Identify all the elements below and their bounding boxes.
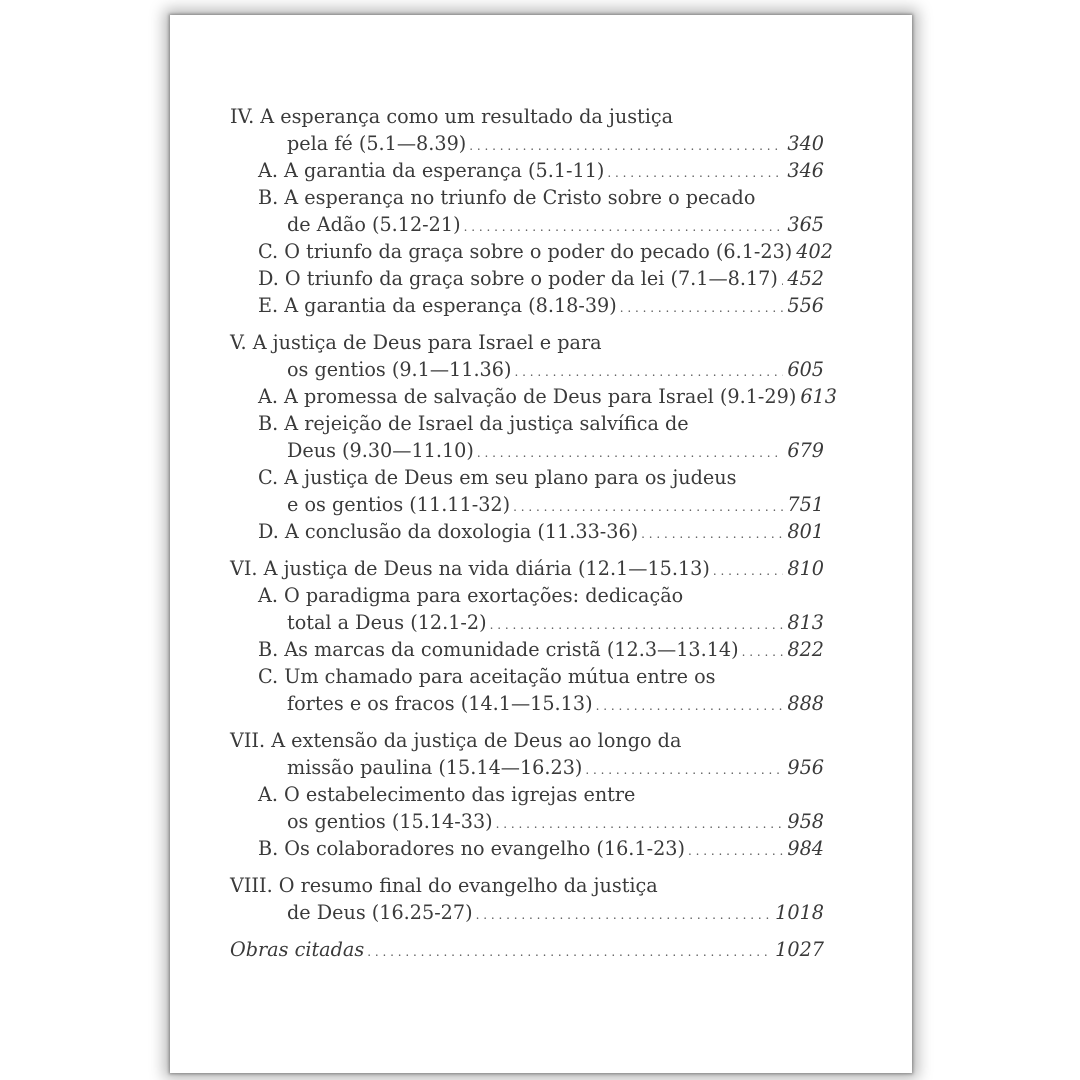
toc-page-number: 679 [787, 439, 824, 462]
dot-leader [511, 356, 783, 386]
toc-page-number: 822 [787, 638, 824, 661]
dot-leader [593, 690, 784, 720]
toc-entry [230, 663, 824, 690]
toc-entry-title: V. A justiça de Deus para Israel e para [230, 331, 602, 354]
toc-entry-title: C. A justiça de Deus em seu plano para os judeus [258, 466, 737, 489]
toc-entry [230, 329, 824, 356]
toc-entry [230, 690, 824, 717]
toc-entry [230, 781, 824, 808]
toc-page-number: 956 [787, 756, 824, 779]
dot-leader [604, 157, 783, 187]
toc-page-number: 613 [800, 385, 837, 408]
toc-page-number: 402 [796, 240, 833, 263]
toc-entry-title: C. O triunfo da graça sobre o poder do pecado (6.1-23) [258, 240, 793, 263]
toc-entry [230, 464, 824, 491]
toc-entry-title: VI. A justiça de Deus na vida diária (12.1—15.13) [230, 557, 710, 580]
toc-entry-title: de Deus (16.25-27) [287, 901, 473, 924]
toc-entry-title: os gentios (15.14-33) [287, 810, 493, 833]
dot-leader [364, 936, 771, 966]
toc-entry-title: B. As marcas da comunidade cristã (12.3—13.14) [258, 638, 739, 661]
dot-leader [739, 636, 784, 666]
dot-leader [461, 211, 784, 241]
toc-entry-title: fortes e os fracos (14.1—15.13) [287, 692, 593, 715]
toc-entry [230, 835, 824, 862]
toc-page-number: 365 [787, 213, 824, 236]
toc-entry-title: e os gentios (11.11-32) [287, 493, 511, 516]
toc-entry [230, 555, 824, 582]
toc-entry [230, 609, 824, 636]
toc-entry-title: A. A garantia da esperança (5.1-11) [258, 159, 605, 182]
toc-page-number: 1027 [775, 938, 824, 961]
toc-entry-title: B. A rejeição de Israel da justiça salvífica de [258, 412, 689, 435]
toc-page-number: 751 [787, 493, 824, 516]
book-page [170, 15, 912, 1073]
toc-entry [230, 211, 824, 238]
dot-leader [487, 609, 784, 639]
toc-entry-title: IV. A esperança como um resultado da justiça [230, 105, 674, 128]
toc-entry [230, 872, 824, 899]
toc-entry-title: pela fé (5.1—8.39) [287, 132, 467, 155]
toc-entry-title: A. O estabelecimento das igrejas entre [258, 783, 636, 806]
toc-page-number: 810 [787, 557, 824, 580]
dot-leader [685, 835, 783, 865]
toc-entry-title: os gentios (9.1—11.36) [287, 358, 512, 381]
toc-page-number: 340 [787, 132, 824, 155]
toc-page-number: 1018 [775, 901, 824, 924]
dot-leader [582, 754, 783, 784]
toc-entry [230, 292, 824, 319]
toc-entry [230, 265, 824, 292]
toc-page-number: 984 [787, 837, 824, 860]
dot-leader [473, 899, 772, 929]
toc-entry-title: A. O paradigma para exortações: dedicação [258, 584, 684, 607]
toc-entry-title: D. O triunfo da graça sobre o poder da lei (7.1—8.17) [258, 267, 778, 290]
toc-entry-title: B. Os colaboradores no evangelho (16.1-23) [258, 837, 685, 860]
toc-entry [230, 582, 824, 609]
toc-entry [230, 103, 824, 130]
toc-entry-title: Obras citadas [230, 938, 365, 961]
toc-entry [230, 437, 824, 464]
toc-entry [230, 808, 824, 835]
dot-leader [638, 518, 783, 548]
dot-leader [474, 437, 784, 467]
toc-entry [230, 899, 824, 926]
toc-entry [230, 636, 824, 663]
toc-entry [230, 491, 824, 518]
toc-entry [230, 157, 824, 184]
toc-entry-title: de Adão (5.12-21) [287, 213, 461, 236]
toc-entry-title: D. A conclusão da doxologia (11.33-36) [258, 520, 639, 543]
toc-page-number: 605 [787, 358, 824, 381]
toc-entry-title: E. A garantia da esperança (8.18-39) [258, 294, 617, 317]
dot-leader [710, 555, 784, 585]
toc-entry [230, 727, 824, 754]
toc-entry-title: total a Deus (12.1-2) [287, 611, 487, 634]
toc-entry [230, 130, 824, 157]
toc-entry [230, 518, 824, 545]
toc-page-number: 958 [787, 810, 824, 833]
toc-entry-title: C. Um chamado para aceitação mútua entre os [258, 665, 716, 688]
toc-page-number: 801 [787, 520, 824, 543]
dot-leader [617, 292, 784, 322]
toc-entry [230, 410, 824, 437]
table-of-contents [230, 103, 837, 963]
toc-page-number: 888 [787, 692, 824, 715]
toc-entry [230, 184, 824, 211]
toc-page-number: 452 [787, 267, 824, 290]
toc-entry-title: missão paulina (15.14—16.23) [287, 756, 583, 779]
toc-page-number: 813 [787, 611, 824, 634]
toc-entry-title: VIII. O resumo final do evangelho da justiça [230, 874, 658, 897]
toc-entry-title: A. A promessa de salvação de Deus para Israel (9.1-29) [258, 385, 797, 408]
toc-entry-title: Deus (9.30—11.10) [287, 439, 474, 462]
toc-entry [230, 383, 837, 410]
toc-entry-title: VII. A extensão da justiça de Deus ao longo da [230, 729, 682, 752]
toc-entry [230, 754, 824, 781]
toc-page-number: 556 [787, 294, 824, 317]
toc-entry [230, 936, 824, 963]
toc-page-number: 346 [787, 159, 824, 182]
toc-entry-title: B. A esperança no triunfo de Cristo sobre o pecado [258, 186, 756, 209]
toc-entry [230, 238, 833, 265]
dot-leader [466, 130, 783, 160]
toc-entry [230, 356, 824, 383]
dot-leader [493, 808, 784, 838]
dot-leader [510, 491, 783, 521]
